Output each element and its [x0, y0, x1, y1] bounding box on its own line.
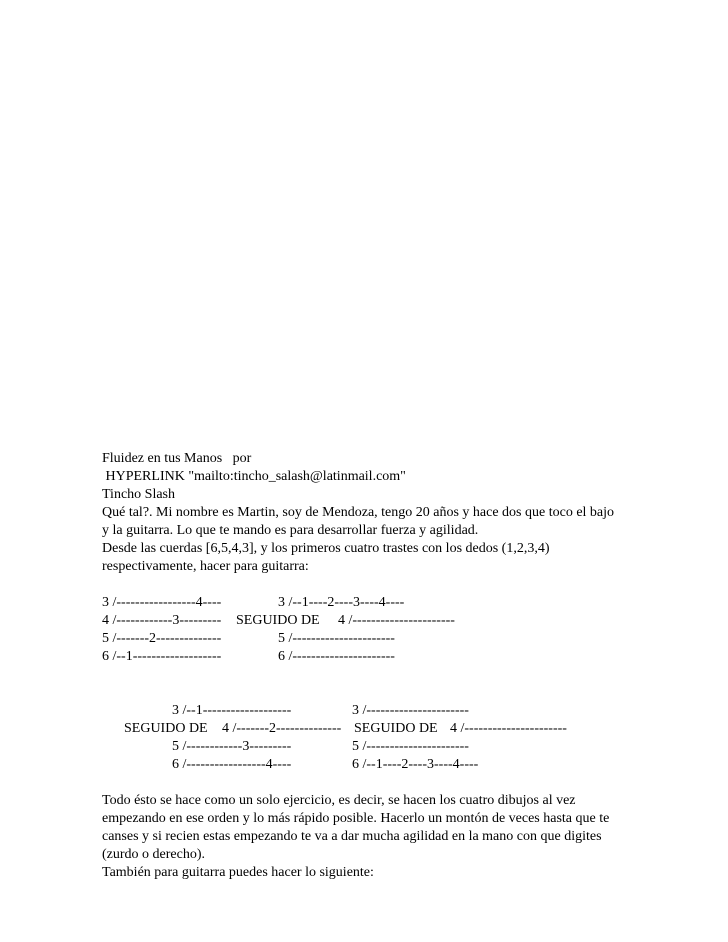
tab-line: 3 /--1----2----3----4----: [278, 595, 405, 610]
document-body: [102, 450, 642, 882]
outro-line: También para guitarra puedes hacer lo siguiente:: [102, 865, 374, 880]
hyperlink-field: HYPERLINK "mailto:tincho_salash@latinmail.com": [102, 469, 406, 484]
intro-line: Qué tal?. Mi nombre es Martin, soy de Mendoza, tengo 20 años y hace dos que toco el bajo: [102, 505, 615, 520]
tab-line: 5 /------------3---------: [172, 739, 292, 754]
title-line: Fluidez en tus Manos por: [102, 451, 252, 466]
outro-line: empezando en ese orden y lo más rápido posible. Hacerlo un montón de veces hasta que te: [102, 811, 610, 826]
seguido-label: SEGUIDO DE: [124, 721, 208, 736]
tab-line: 5 /----------------------: [352, 739, 469, 754]
tab-line: 4 /-------2--------------: [222, 721, 342, 736]
outro-line: (zurdo o derecho).: [102, 847, 206, 862]
tab-line: 3 /-----------------4----: [102, 595, 222, 610]
seguido-label: SEGUIDO DE: [354, 721, 438, 736]
intro-line: Desde las cuerdas [6,5,4,3], y los primeros cuatro trastes con los dedos (1,2,3,4): [102, 541, 550, 556]
author-name: Tincho Slash: [102, 487, 176, 502]
tab-line: 4 /----------------------: [338, 613, 455, 628]
tab-line: 4 /------------3---------: [102, 613, 222, 628]
tab-line: 6 /-----------------4----: [172, 757, 292, 772]
outro-line: Todo ésto se hace como un solo ejercicio, es decir, se hacen los cuatro dibujos al vez: [102, 793, 576, 808]
intro-line: respectivamente, hacer para guitarra:: [102, 559, 309, 574]
tab-line: 5 /-------2--------------: [102, 631, 222, 646]
intro-line: y la guitarra. Lo que te mando es para desarrollar fuerza y agilidad.: [102, 523, 479, 538]
tab-line: 6 /----------------------: [278, 649, 395, 664]
tab-line: 3 /--1-------------------: [172, 703, 292, 718]
tab-line: 6 /--1----2----3----4----: [352, 757, 479, 772]
tab-line: 6 /--1-------------------: [102, 649, 222, 664]
seguido-label: SEGUIDO DE: [236, 613, 320, 628]
tab-line: 3 /----------------------: [352, 703, 469, 718]
outro-line: canses y si recien estas empezando te va a dar mucha agilidad en la mano con que digites: [102, 829, 602, 844]
tab-block-1: [102, 594, 642, 666]
tab-block-2: [102, 702, 642, 774]
tab-line: 4 /----------------------: [450, 721, 567, 736]
tab-line: 5 /----------------------: [278, 631, 395, 646]
